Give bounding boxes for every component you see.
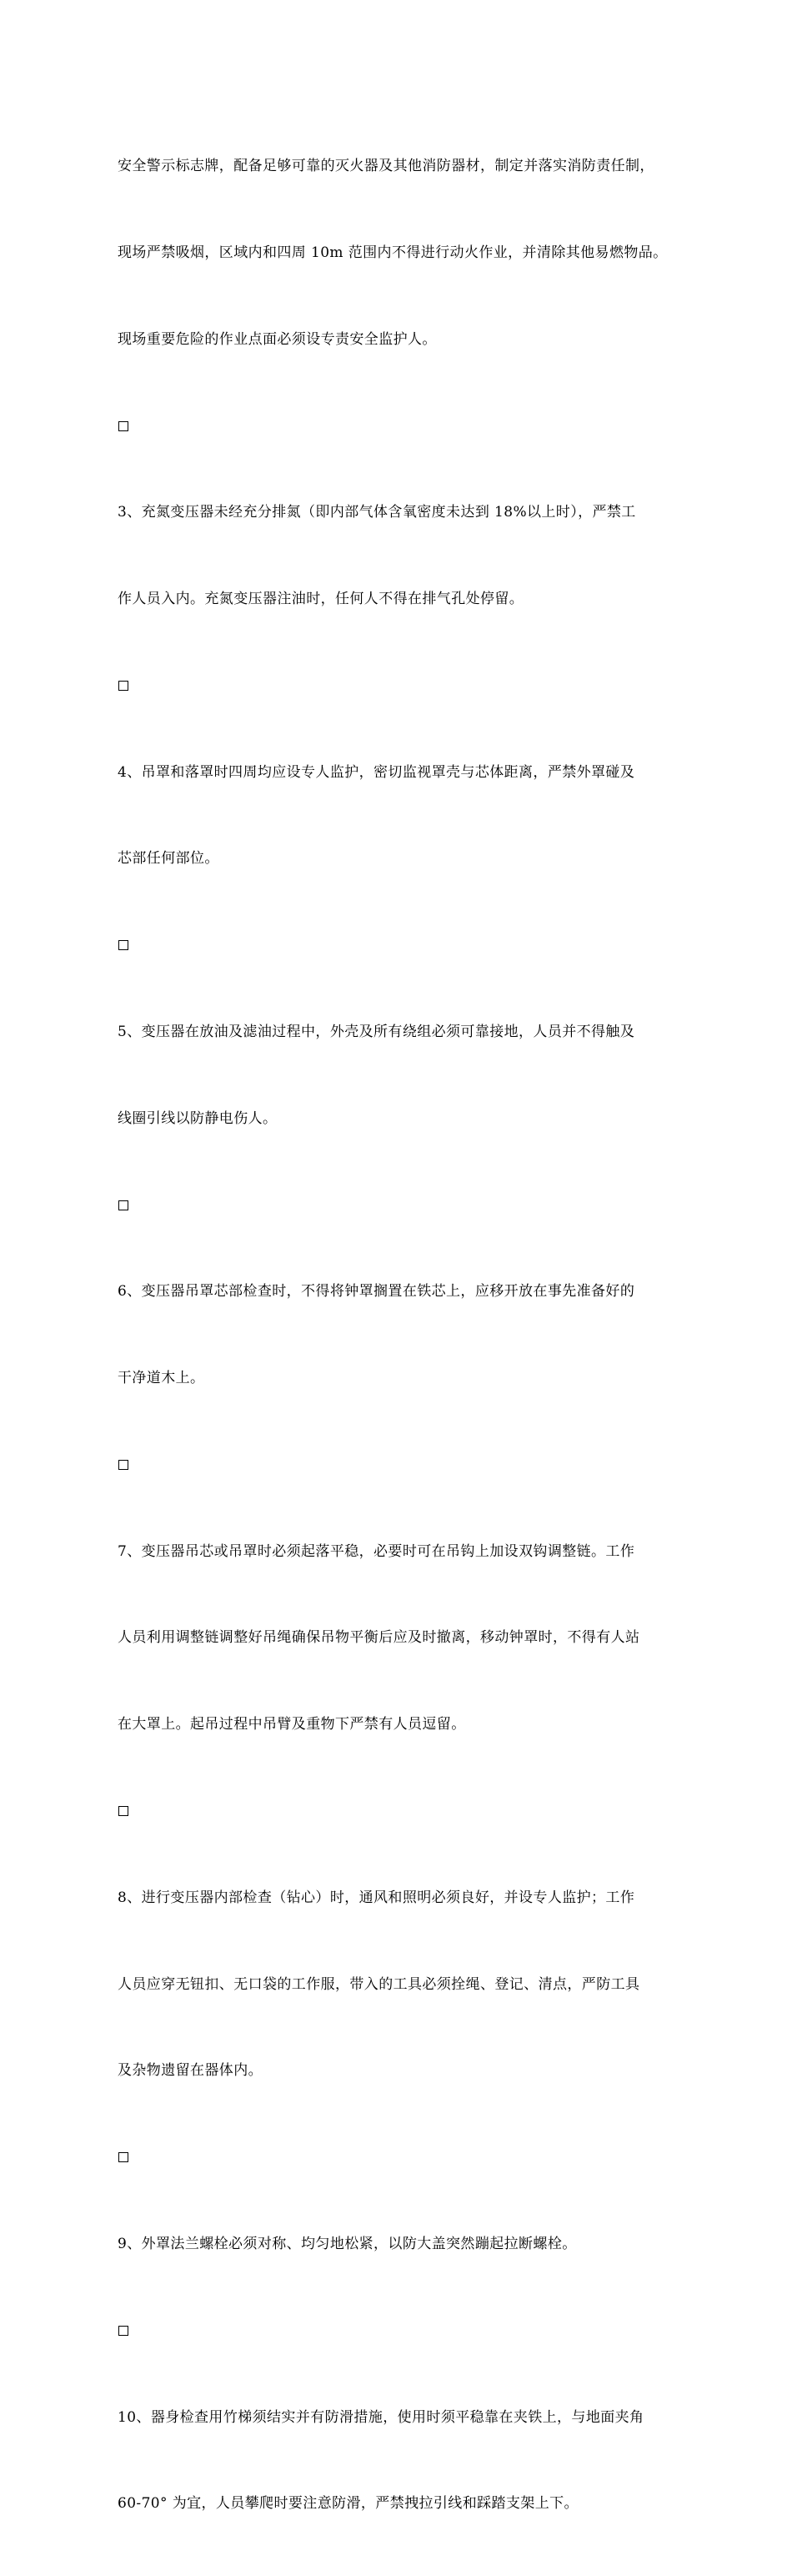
text-line: 10、器身检查用竹梯须结实并有防滑措施，使用时须平稳靠在夹铁上，与地面夹角 xyxy=(118,2408,644,2426)
item-paragraph-8 xyxy=(118,1826,684,2144)
text-line: 干净道木上。 xyxy=(118,1370,205,1387)
document-body xyxy=(118,94,684,2576)
checkbox-square-icon xyxy=(118,931,684,960)
text-line: 4、吊罩和落罩时四周均应设专人监护，密切监视罩壳与芯体距离，严禁外罩碰及 xyxy=(118,763,635,781)
item-paragraph-9 xyxy=(118,2172,684,2317)
item-paragraph-4 xyxy=(118,700,684,931)
item-paragraph-10 xyxy=(118,2345,684,2576)
text-line: 人员利用调整链调整好吊绳确保吊物平衡后应及时撤离，移动钟罩时，不得有人站 xyxy=(118,1629,640,1647)
text-line: 8、进行变压器内部检查（钻心）时，通风和照明必须良好，并设专人监护；工作 xyxy=(118,1889,635,1906)
text-line: 3、充氮变压器未经充分排氮（即内部气体含氧密度未达到 18%以上时），严禁工 xyxy=(118,504,636,521)
text-line: 6、变压器吊罩芯部检查时，不得将钟罩搁置在铁芯上，应移开放在事先准备好的 xyxy=(118,1283,635,1301)
text-line: 安全警示标志牌，配备足够可靠的灭火器及其他消防器材，制定并落实消防责任制， xyxy=(118,158,654,175)
checkbox-square-icon xyxy=(118,2317,684,2346)
intro-paragraph xyxy=(118,94,684,412)
item-paragraph-6 xyxy=(118,1220,684,1451)
text-line: 9、外罩法兰螺栓必须对称、均匀地松紧，以防大盖突然蹦起拉断螺栓。 xyxy=(118,2235,577,2252)
text-line: 及杂物遗留在器体内。 xyxy=(118,2062,263,2080)
text-line: 现场严禁吸烟，区域内和四周 10m 范围内不得进行动火作业，并清除其他易燃物品。 xyxy=(118,244,668,261)
checkbox-square-icon xyxy=(118,1797,684,1826)
checkbox-square-icon xyxy=(118,2143,684,2172)
item-paragraph-5 xyxy=(118,960,684,1191)
text-line: 现场重要危险的作业点面必须设专责安全监护人。 xyxy=(118,330,437,348)
text-line: 5、变压器在放油及滤油过程中，外壳及所有绕组必须可靠接地，人员并不得触及 xyxy=(118,1024,635,1040)
item-paragraph-7 xyxy=(118,1480,684,1798)
text-line: 60-70° 为宜，人员攀爬时要注意防滑，严禁拽拉引线和踩踏支架上下。 xyxy=(118,2495,579,2513)
checkbox-square-icon xyxy=(118,672,684,701)
text-line: 7、变压器吊芯或吊罩时必须起落平稳，必要时可在吊钩上加设双钩调整链。工作 xyxy=(118,1542,635,1560)
checkbox-square-icon xyxy=(118,1191,684,1220)
checkbox-square-icon xyxy=(118,1451,684,1480)
text-line: 在大罩上。起吊过程中吊臂及重物下严禁有人员逗留。 xyxy=(118,1716,466,1733)
text-line: 人员应穿无钮扣、无口袋的工作服，带入的工具必须拴绳、登记、清点，严防工具 xyxy=(118,1975,640,1993)
item-paragraph-3 xyxy=(118,440,684,672)
text-line: 线圈引线以防静电伤人。 xyxy=(118,1109,278,1127)
checkbox-square-icon xyxy=(118,412,684,441)
text-line: 芯部任何部位。 xyxy=(118,850,219,868)
text-line: 作人员入内。充氮变压器注油时，任何人不得在排气孔处停留。 xyxy=(118,591,524,608)
